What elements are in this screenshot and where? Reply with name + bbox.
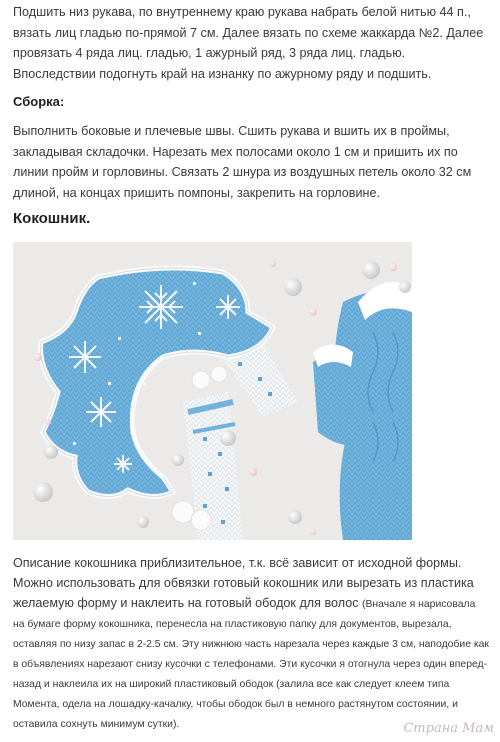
paragraph-assembly: Выполнить боковые и плечевые швы. Сшить рукава и вшить их в проймы, закладывая складочки. Нарезать мех полосами около 1 см и пришить их по линии пройм и горловины. Связать 2 шнура из воздушных петель около 32 см длиной, на концах пришить помпоны, закрепить на горловине. (13, 124, 472, 200)
paragraph-kokoshnik-note: (Вначале я нарисовала на бумаге форму кокошника, перенесла на пластиковую папку для документов, вырезала, оставляя по низу запас в 2-2.5 см. Эту нижнюю часть нарезала через каждые 3 см, наподобие как в объявлениях нарезают снизу кусочки с телефонами. Эти кусочки я отогнула через один вперед-назад и наклеила их на широкий пластиковый ободок (залила все как следует клеем типа Момента, одела на лошадку-качалку, чтобы ободок был в немного растянутом состоянии, и оставила сохнуть минимум сутки). (13, 599, 489, 730)
paragraph-kokoshnik (13, 553, 489, 733)
paragraph-kokoshnik-main: Описание кокошника приблизительное, т.к. всё зависит от исходной формы. Можно использовать для обвязки готовый кокошник или вырезать из пластика желаемую форму и наклеить на готовый ободок для волос (13, 556, 474, 610)
heading-kokoshnik: Кокошник. (13, 210, 91, 227)
paragraph-sleeve: Подшить низ рукава, по внутреннему краю рукава набрать белой нитью 44 п., вязать лиц гладью по-прямой 7 см. Далее вязать по схеме жаккарда №2. Далее провязать 4 ряда лиц. гладью, 1 ажурный ряд, 3 ряда лиц. гладью. Впоследствии подогнуть край на изнанку по ажурному ряду и подшить. (13, 5, 484, 81)
heading-assembly: Сборка: (13, 94, 65, 109)
kokoshnik-photo (13, 242, 412, 540)
site-watermark: Страна Мам (403, 721, 494, 736)
